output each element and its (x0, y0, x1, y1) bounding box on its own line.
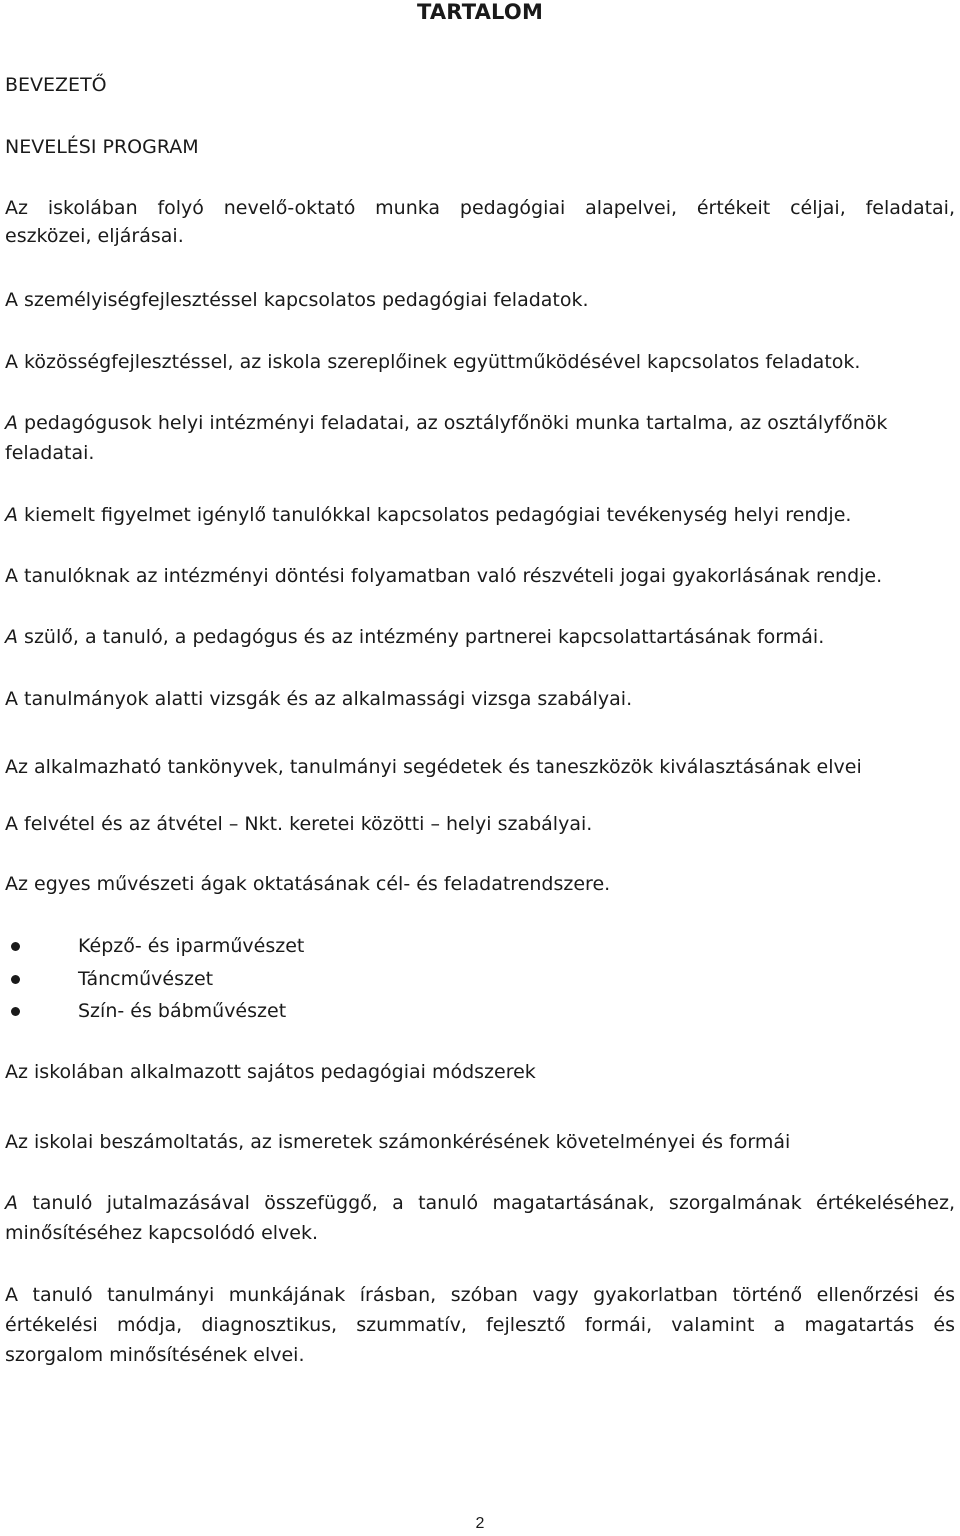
toc-item-art-branches: Az egyes művészeti ágak oktatásának cél- és feladatrendszere. (5, 873, 611, 895)
toc-item-special-attention (5, 500, 851, 530)
toc-item-teacher-tasks (5, 408, 887, 438)
toc-item-text: A tanuló tanulmányi munkájának írásban, szóban vagy gyakorlatban történő ellenőrzési és (5, 1284, 955, 1306)
section-heading-intro: BEVEZETŐ (5, 74, 107, 96)
bullet-dot-icon (11, 942, 20, 951)
section-heading-program: NEVELÉSI PROGRAM (5, 136, 199, 158)
toc-item-personality-development: A személyiségfejlesztéssel kapcsolatos pedagógiai feladatok. (5, 289, 589, 311)
page-number: 2 (475, 1515, 485, 1532)
toc-item-text: szorgalom minősítésének elvei. (5, 1344, 305, 1366)
toc-item-text: tanuló jutalmazásával összefüggő, a tanuló magatartásának, szorgalmának értékeléséhez, (32, 1192, 955, 1214)
toc-item-text: kiemelt figyelmet igénylő tanulókkal kapcsolatos pedagógiai tevékenység helyi rendje. (24, 504, 852, 526)
toc-item-pedagogical-principles (5, 193, 955, 251)
toc-item-lead: A (5, 412, 18, 434)
toc-item-rewards (5, 1188, 955, 1248)
toc-item-community-development: A közösségfejlesztéssel, az iskola szereplőinek együttműködésével kapcsolatos feladatok. (5, 351, 861, 373)
toc-item-text: szülő, a tanuló, a pedagógus és az intézmény partnerei kapcsolattartásának formái. (24, 626, 825, 648)
toc-item-textbooks: Az alkalmazható tankönyvek, tanulmányi segédetek és taneszközök kiválasztásának elvei (5, 756, 862, 778)
toc-item-text (5, 1188, 955, 1218)
toc-item-lead: A (5, 626, 18, 648)
toc-item-lead: A (5, 504, 18, 526)
bullet-item-text: Szín- és bábművészet (78, 1000, 287, 1022)
bullet-item-text: Táncművészet (78, 968, 214, 990)
toc-item-text: minősítéséhez kapcsolódó elvek. (5, 1222, 319, 1244)
toc-item-student-rights: A tanulóknak az intézményi döntési folyamatban való részvételi jogai gyakorlásának rendje. (5, 565, 883, 587)
toc-item-text: Az iskolában folyó nevelő-oktató munka pedagógiai alapelvei, értékeit céljai, feladatai, (5, 197, 955, 219)
bullet-dot-icon (11, 1007, 20, 1016)
bullet-item-text: Képző- és iparművészet (78, 935, 305, 957)
toc-item-text: eszközei, eljárásai. (5, 225, 184, 247)
toc-item-text: értékelési módja, diagnosztikus, szummatív, fejlesztő formái, valamint a magatartás és (5, 1314, 955, 1336)
toc-item-evaluation (5, 1280, 955, 1370)
page-title: TARTALOM (416, 0, 544, 24)
toc-item-assessment: Az iskolai beszámoltatás, az ismeretek számonkérésének követelményei és formái (5, 1131, 791, 1153)
toc-item-exams: A tanulmányok alatti vizsgák és az alkalmassági vizsga szabályai. (5, 688, 633, 710)
toc-item-text: pedagógusok helyi intézményi feladatai, az osztályfőnöki munka tartalma, az osztályfőnök (24, 412, 888, 434)
toc-item-partner-contact (5, 622, 824, 652)
toc-item-lead: A (5, 1192, 18, 1214)
toc-item-admission: A felvétel és az átvétel – Nkt. keretei közötti – helyi szabályai. (5, 813, 593, 835)
toc-item-teacher-tasks-cont: feladatai. (5, 442, 95, 464)
toc-item-methods: Az iskolában alkalmazott sajátos pedagógiai módszerek (5, 1061, 536, 1083)
bullet-dot-icon (11, 975, 20, 984)
